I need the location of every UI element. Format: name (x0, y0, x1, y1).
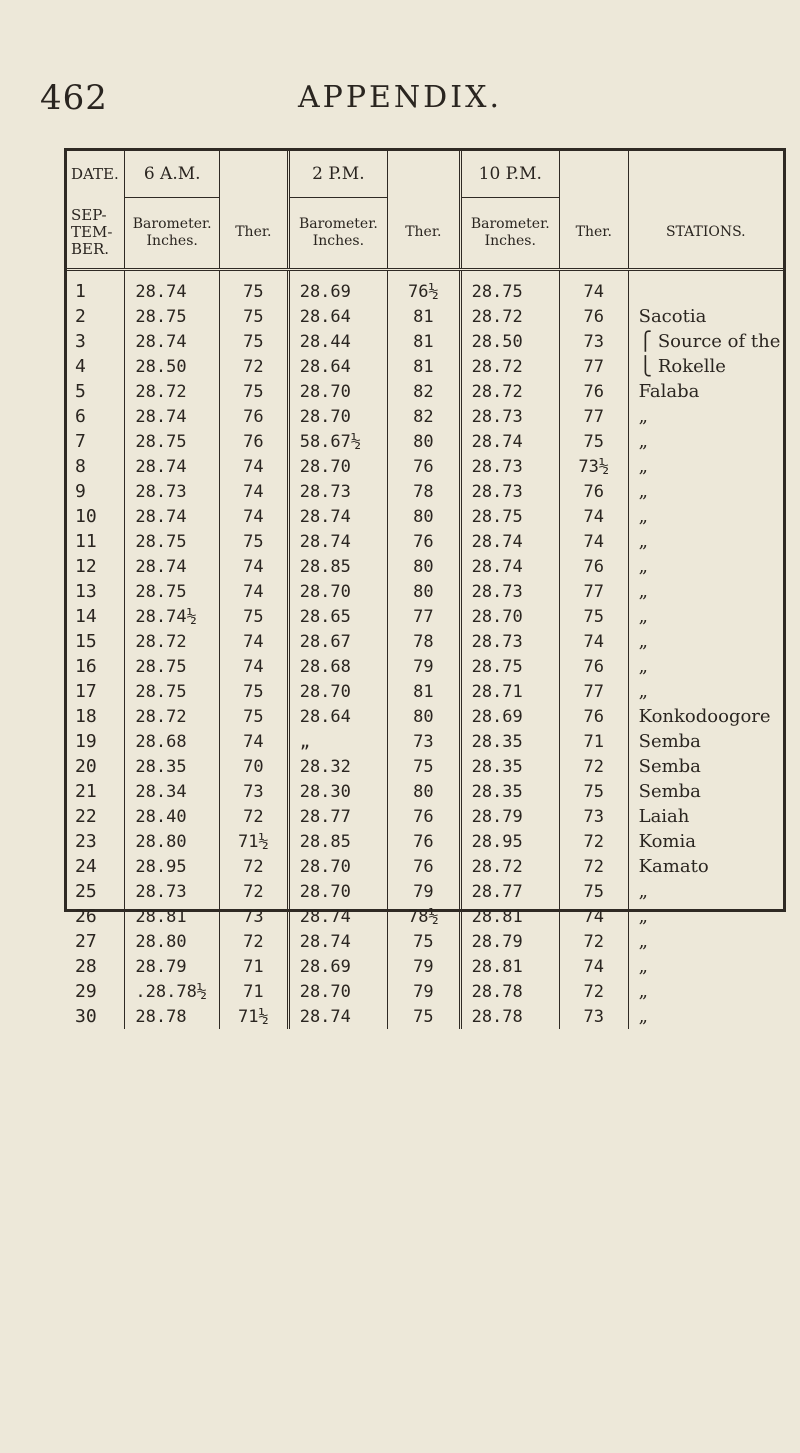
ther-2pm-cell: 78½ (388, 904, 460, 929)
ther-10pm-cell: 74 (559, 904, 628, 929)
ther-10pm-cell: 71 (559, 729, 628, 754)
barometer-10pm-cell: 28.71 (460, 679, 559, 704)
barometer-2pm-cell: 28.32 (288, 754, 387, 779)
barometer-10pm-cell: 28.95 (460, 829, 559, 854)
ther-6am-cell: 72 (220, 804, 289, 829)
date-cell: 19 (75, 731, 97, 752)
station-cell: Komia (628, 829, 783, 854)
barometer-10pm-cell: 28.81 (460, 954, 559, 979)
ther-2pm-cell: 82 (388, 379, 460, 404)
ther-6am-cell: 74 (220, 629, 289, 654)
ther-10pm-cell: 74 (559, 529, 628, 554)
ther-6am-cell: 74 (220, 479, 289, 504)
barometer-10pm-cell: 28.72 (460, 854, 559, 879)
ther-10pm-cell: 76 (559, 654, 628, 679)
ther-2pm-cell: 76 (388, 854, 460, 879)
table-row (67, 729, 783, 754)
ther-10pm-cell: 73 (559, 804, 628, 829)
date-cell: 2 (75, 306, 86, 327)
station-cell: „ (628, 504, 783, 529)
ther-2pm-cell: 81 (388, 304, 460, 329)
ther-10pm-cell: 75 (559, 429, 628, 454)
table-row (67, 854, 783, 879)
station-cell: Semba (628, 729, 783, 754)
date-cell: 3 (75, 331, 86, 352)
ther-2pm-cell: 76½ (388, 270, 460, 305)
barometer-10pm-cell: 28.74 (460, 554, 559, 579)
barometer-2pm-cell: 28.69 (288, 270, 387, 305)
table-row (67, 879, 783, 904)
barometer-2pm-cell: 28.73 (288, 479, 387, 504)
ther-10pm-cell: 72 (559, 754, 628, 779)
table-row (67, 604, 783, 629)
page-header (0, 78, 800, 118)
barometer-6am-cell: 28.50 (125, 354, 220, 379)
station-cell: Laiah (628, 804, 783, 829)
barometer-6am-cell: 28.72 (125, 379, 220, 404)
ther-10pm-cell: 77 (559, 679, 628, 704)
station-cell: ⎩ Rokelle (628, 354, 783, 379)
ther-6am-cell: 71½ (220, 1004, 289, 1029)
barometer-6am-cell: 28.80 (125, 829, 220, 854)
ther-10pm-cell: 77 (559, 579, 628, 604)
station-cell: „ (628, 954, 783, 979)
station-cell: „ (628, 979, 783, 1004)
ther-2pm-cell: 80 (388, 579, 460, 604)
station-cell (628, 270, 783, 305)
station-cell: „ (628, 904, 783, 929)
header-2pm: 2 P.M. (288, 151, 387, 198)
barometer-10pm-cell: 28.73 (460, 404, 559, 429)
ther-2pm-cell: 77 (388, 604, 460, 629)
ther-2pm-cell: 80 (388, 779, 460, 804)
date-cell: 18 (75, 706, 97, 727)
date-cell: 6 (75, 406, 86, 427)
ther-10pm-cell: 76 (559, 554, 628, 579)
ther-2pm-cell: 76 (388, 529, 460, 554)
ther-6am-cell: 73 (220, 779, 289, 804)
ther-6am-cell: 73 (220, 904, 289, 929)
barometer-10pm-cell: 28.69 (460, 704, 559, 729)
ther-10pm-cell: 76 (559, 304, 628, 329)
date-cell: 12 (75, 556, 97, 577)
weather-table (67, 151, 783, 1029)
barometer-2pm-cell: 28.44 (288, 329, 387, 354)
ther-10pm-cell: 74 (559, 954, 628, 979)
date-cell: 14 (75, 606, 97, 627)
ther-2pm-cell: 75 (388, 929, 460, 954)
ther-10pm-cell: 74 (559, 504, 628, 529)
barometer-10pm-cell: 28.72 (460, 354, 559, 379)
ther-10pm-cell: 77 (559, 404, 628, 429)
station-cell: „ (628, 429, 783, 454)
ther-6am-cell: 75 (220, 679, 289, 704)
station-cell: „ (628, 554, 783, 579)
table-row (67, 979, 783, 1004)
ther-2pm-cell: 80 (388, 704, 460, 729)
ther-2pm-cell: 76 (388, 454, 460, 479)
table-row (67, 554, 783, 579)
barometer-6am-cell: 28.72 (125, 704, 220, 729)
ther-10pm-cell: 72 (559, 854, 628, 879)
barometer-2pm-cell: 28.67 (288, 629, 387, 654)
table-row (67, 504, 783, 529)
barometer-10pm-cell: 28.75 (460, 654, 559, 679)
barometer-6am-cell: 28.74 (125, 554, 220, 579)
ther-2pm-header: Ther. (388, 198, 460, 270)
station-cell: „ (628, 479, 783, 504)
ther-6am-cell: 70 (220, 754, 289, 779)
date-cell: 20 (75, 756, 97, 777)
station-cell: „ (628, 1004, 783, 1029)
barometer-6am-cell: 28.78 (125, 1004, 220, 1029)
barometer-6am-cell: 28.80 (125, 929, 220, 954)
station-cell: „ (628, 879, 783, 904)
station-cell: Semba (628, 779, 783, 804)
table-body (67, 270, 783, 1030)
barometer-2pm-cell: 28.70 (288, 454, 387, 479)
barometer-6am-cell: 28.75 (125, 529, 220, 554)
barometer-2pm-cell: 28.64 (288, 704, 387, 729)
ther-10pm-cell: 75 (559, 879, 628, 904)
ther-10pm-cell: 72 (559, 929, 628, 954)
ther-6am-cell: 74 (220, 454, 289, 479)
barometer-6am-cell: 28.73 (125, 479, 220, 504)
ther-6am-cell: 74 (220, 729, 289, 754)
barometer-2pm-header: Barometer. Inches. (288, 198, 387, 270)
date-cell: 10 (75, 506, 97, 527)
ther-10pm-cell: 74 (559, 629, 628, 654)
barometer-2pm-cell: 28.70 (288, 404, 387, 429)
barometer-6am-cell: 28.75 (125, 654, 220, 679)
station-cell: Falaba (628, 379, 783, 404)
barometer-10pm-cell: 28.78 (460, 1004, 559, 1029)
table-row (67, 679, 783, 704)
ther-6am-cell: 74 (220, 504, 289, 529)
barometer-2pm-cell: 28.64 (288, 304, 387, 329)
ther-10pm-cell: 76 (559, 479, 628, 504)
ther-2pm-cell: 79 (388, 879, 460, 904)
table-row (67, 1004, 783, 1029)
ther-10pm-cell: 76 (559, 704, 628, 729)
table-row (67, 779, 783, 804)
barometer-2pm-cell: 28.30 (288, 779, 387, 804)
date-cell: 23 (75, 831, 97, 852)
table-row (67, 954, 783, 979)
barometer-10pm-cell: 28.73 (460, 629, 559, 654)
date-cell: 11 (75, 531, 97, 552)
barometer-10pm-cell: 28.72 (460, 379, 559, 404)
ther-2pm-cell: 79 (388, 979, 460, 1004)
barometer-2pm-cell: 58.67½ (288, 429, 387, 454)
ther-10pm-cell: 73 (559, 1004, 628, 1029)
table-row (67, 804, 783, 829)
ther-6am-cell: 71½ (220, 829, 289, 854)
date-cell: 21 (75, 781, 97, 802)
ther-6am-cell: 72 (220, 854, 289, 879)
ther-6am-cell: 74 (220, 579, 289, 604)
date-cell: 16 (75, 656, 97, 677)
barometer-2pm-cell: 28.85 (288, 554, 387, 579)
barometer-2pm-cell: 28.70 (288, 379, 387, 404)
barometer-2pm-cell: 28.85 (288, 829, 387, 854)
barometer-2pm-cell: 28.65 (288, 604, 387, 629)
table-row (67, 354, 783, 379)
date-cell: 22 (75, 806, 97, 827)
barometer-2pm-cell: 28.77 (288, 804, 387, 829)
barometer-2pm-cell: 28.68 (288, 654, 387, 679)
ther-6am-cell: 72 (220, 879, 289, 904)
ther-6am-cell: 72 (220, 929, 289, 954)
barometer-10pm-cell: 28.35 (460, 729, 559, 754)
ther-2pm-cell: 78 (388, 629, 460, 654)
barometer-6am-cell: 28.74 (125, 270, 220, 305)
date-cell: 17 (75, 681, 97, 702)
ther-2pm-cell: 75 (388, 1004, 460, 1029)
barometer-10pm-cell: 28.75 (460, 504, 559, 529)
ther-10pm-cell: 75 (559, 604, 628, 629)
ther-2pm-cell: 79 (388, 954, 460, 979)
barometer-10pm-cell: 28.74 (460, 529, 559, 554)
station-cell: „ (628, 604, 783, 629)
barometer-10pm-cell: 28.79 (460, 804, 559, 829)
ther-10pm-cell: 76 (559, 379, 628, 404)
ther-6am-cell: 75 (220, 529, 289, 554)
date-cell: 29 (75, 981, 97, 1002)
ther-6am-cell: 76 (220, 429, 289, 454)
barometer-10pm-cell: 28.79 (460, 929, 559, 954)
barometer-6am-cell: 28.74½ (125, 604, 220, 629)
barometer-6am-cell: 28.73 (125, 879, 220, 904)
barometer-6am-cell: 28.74 (125, 504, 220, 529)
table-row (67, 704, 783, 729)
ther-6am-cell: 74 (220, 654, 289, 679)
barometer-10pm-cell: 28.35 (460, 779, 559, 804)
month-header: SEP- TEM- BER. (67, 198, 125, 270)
date-cell: 7 (75, 431, 86, 452)
barometer-6am-cell: 28.74 (125, 454, 220, 479)
station-cell: „ (628, 404, 783, 429)
table-row (67, 454, 783, 479)
barometer-6am-cell: 28.68 (125, 729, 220, 754)
table-row (67, 479, 783, 504)
barometer-2pm-cell: 28.70 (288, 579, 387, 604)
barometer-6am-cell: 28.95 (125, 854, 220, 879)
ther-2pm-cell: 81 (388, 679, 460, 704)
table-row (67, 329, 783, 354)
ther-2pm-cell: 80 (388, 504, 460, 529)
ther-2pm-cell: 76 (388, 804, 460, 829)
date-cell: 9 (75, 481, 86, 502)
station-cell: „ (628, 529, 783, 554)
ther-10pm-cell: 72 (559, 979, 628, 1004)
station-cell: „ (628, 454, 783, 479)
barometer-6am-cell: 28.74 (125, 329, 220, 354)
ther-10pm-cell: 77 (559, 354, 628, 379)
barometer-2pm-cell: 28.74 (288, 1004, 387, 1029)
ther-10pm-cell: 72 (559, 829, 628, 854)
barometer-10pm-cell: 28.77 (460, 879, 559, 904)
barometer-2pm-cell: 28.70 (288, 679, 387, 704)
table-row (67, 429, 783, 454)
barometer-6am-cell: 28.79 (125, 954, 220, 979)
stations-header: STATIONS. (628, 198, 783, 270)
table-row (67, 379, 783, 404)
ther-2pm-cell: 76 (388, 829, 460, 854)
barometer-6am-cell: 28.75 (125, 304, 220, 329)
ther-2pm-cell: 73 (388, 729, 460, 754)
barometer-10pm-cell: 28.75 (460, 270, 559, 305)
barometer-10pm-cell: 28.50 (460, 329, 559, 354)
ther-6am-cell: 72 (220, 354, 289, 379)
ther-6am-cell: 71 (220, 954, 289, 979)
barometer-6am-cell: 28.40 (125, 804, 220, 829)
weather-table-frame (64, 148, 786, 1027)
ther-6am-cell: 75 (220, 304, 289, 329)
ther-6am-cell: 75 (220, 604, 289, 629)
table-row (67, 304, 783, 329)
table-row (67, 270, 783, 305)
ther-6am-header: Ther. (220, 198, 289, 270)
table-row (67, 629, 783, 654)
date-cell: 25 (75, 881, 97, 902)
barometer-2pm-cell: 28.70 (288, 979, 387, 1004)
barometer-10pm-cell: 28.73 (460, 479, 559, 504)
barometer-10pm-header: Barometer. Inches. (460, 198, 559, 270)
barometer-10pm-cell: 28.70 (460, 604, 559, 629)
barometer-2pm-cell: 28.64 (288, 354, 387, 379)
barometer-10pm-cell: 28.78 (460, 979, 559, 1004)
ther-10pm-cell: 75 (559, 779, 628, 804)
date-cell: 15 (75, 631, 97, 652)
barometer-2pm-cell: 28.69 (288, 954, 387, 979)
table-row (67, 404, 783, 429)
ther-6am-cell: 71 (220, 979, 289, 1004)
ther-2pm-cell: 78 (388, 479, 460, 504)
ther-6am-cell: 76 (220, 404, 289, 429)
page-number: 462 (40, 78, 108, 118)
barometer-6am-cell: 28.74 (125, 404, 220, 429)
ther-2pm-cell: 82 (388, 404, 460, 429)
station-cell: ⎧ Source of the (628, 329, 783, 354)
date-cell: 5 (75, 381, 86, 402)
date-cell: 26 (75, 906, 97, 927)
barometer-2pm-cell: 28.70 (288, 854, 387, 879)
barometer-2pm-cell: 28.74 (288, 904, 387, 929)
station-cell: „ (628, 679, 783, 704)
barometer-2pm-cell: 28.74 (288, 929, 387, 954)
ther-6am-cell: 75 (220, 379, 289, 404)
table-row (67, 904, 783, 929)
table-row (67, 654, 783, 679)
barometer-6am-cell: 28.75 (125, 429, 220, 454)
table-row (67, 529, 783, 554)
ther-2pm-cell: 80 (388, 429, 460, 454)
ther-10pm-cell: 73½ (559, 454, 628, 479)
date-cell: 4 (75, 356, 86, 377)
ther-2pm-cell: 75 (388, 754, 460, 779)
header-10pm: 10 P.M. (460, 151, 559, 198)
barometer-2pm-cell: 28.74 (288, 504, 387, 529)
ther-6am-cell: 75 (220, 704, 289, 729)
ther-6am-cell: 75 (220, 270, 289, 305)
date-cell: 30 (75, 1006, 97, 1027)
barometer-10pm-cell: 28.81 (460, 904, 559, 929)
barometer-10pm-cell: 28.73 (460, 579, 559, 604)
station-cell: „ (628, 629, 783, 654)
barometer-6am-cell: 28.34 (125, 779, 220, 804)
ther-10pm-cell: 73 (559, 329, 628, 354)
date-cell: 24 (75, 856, 97, 877)
barometer-2pm-cell: 28.74 (288, 529, 387, 554)
date-cell: 1 (75, 281, 86, 302)
station-cell: Konkodoogore (628, 704, 783, 729)
barometer-2pm-cell: „ (288, 729, 387, 754)
ther-2pm-cell: 81 (388, 329, 460, 354)
barometer-6am-cell: 28.72 (125, 629, 220, 654)
barometer-6am-cell: 28.35 (125, 754, 220, 779)
station-cell: Semba (628, 754, 783, 779)
station-cell: „ (628, 929, 783, 954)
barometer-6am-cell: 28.75 (125, 679, 220, 704)
ther-2pm-cell: 80 (388, 554, 460, 579)
station-cell: „ (628, 654, 783, 679)
ther-6am-cell: 75 (220, 329, 289, 354)
date-cell: 8 (75, 456, 86, 477)
barometer-6am-cell: 28.75 (125, 579, 220, 604)
date-cell: 27 (75, 931, 97, 952)
barometer-10pm-cell: 28.72 (460, 304, 559, 329)
table-row (67, 829, 783, 854)
ther-10pm-header: Ther. (559, 198, 628, 270)
table-row (67, 929, 783, 954)
barometer-6am-cell: 28.81 (125, 904, 220, 929)
date-cell: 13 (75, 581, 97, 602)
header-6am: 6 A.M. (125, 151, 220, 198)
table-row (67, 754, 783, 779)
ther-6am-cell: 74 (220, 554, 289, 579)
barometer-6am-cell: .28.78½ (125, 979, 220, 1004)
barometer-10pm-cell: 28.35 (460, 754, 559, 779)
table-row (67, 579, 783, 604)
ther-2pm-cell: 79 (388, 654, 460, 679)
barometer-2pm-cell: 28.70 (288, 879, 387, 904)
station-cell: „ (628, 579, 783, 604)
date-cell: 28 (75, 956, 97, 977)
barometer-10pm-cell: 28.74 (460, 429, 559, 454)
barometer-10pm-cell: 28.73 (460, 454, 559, 479)
date-header: DATE. (71, 164, 119, 183)
page-title: APPENDIX. (298, 80, 502, 115)
ther-2pm-cell: 81 (388, 354, 460, 379)
station-cell: Sacotia (628, 304, 783, 329)
barometer-6am-header: Barometer. Inches. (125, 198, 220, 270)
ther-10pm-cell: 74 (559, 270, 628, 305)
station-cell: Kamato (628, 854, 783, 879)
